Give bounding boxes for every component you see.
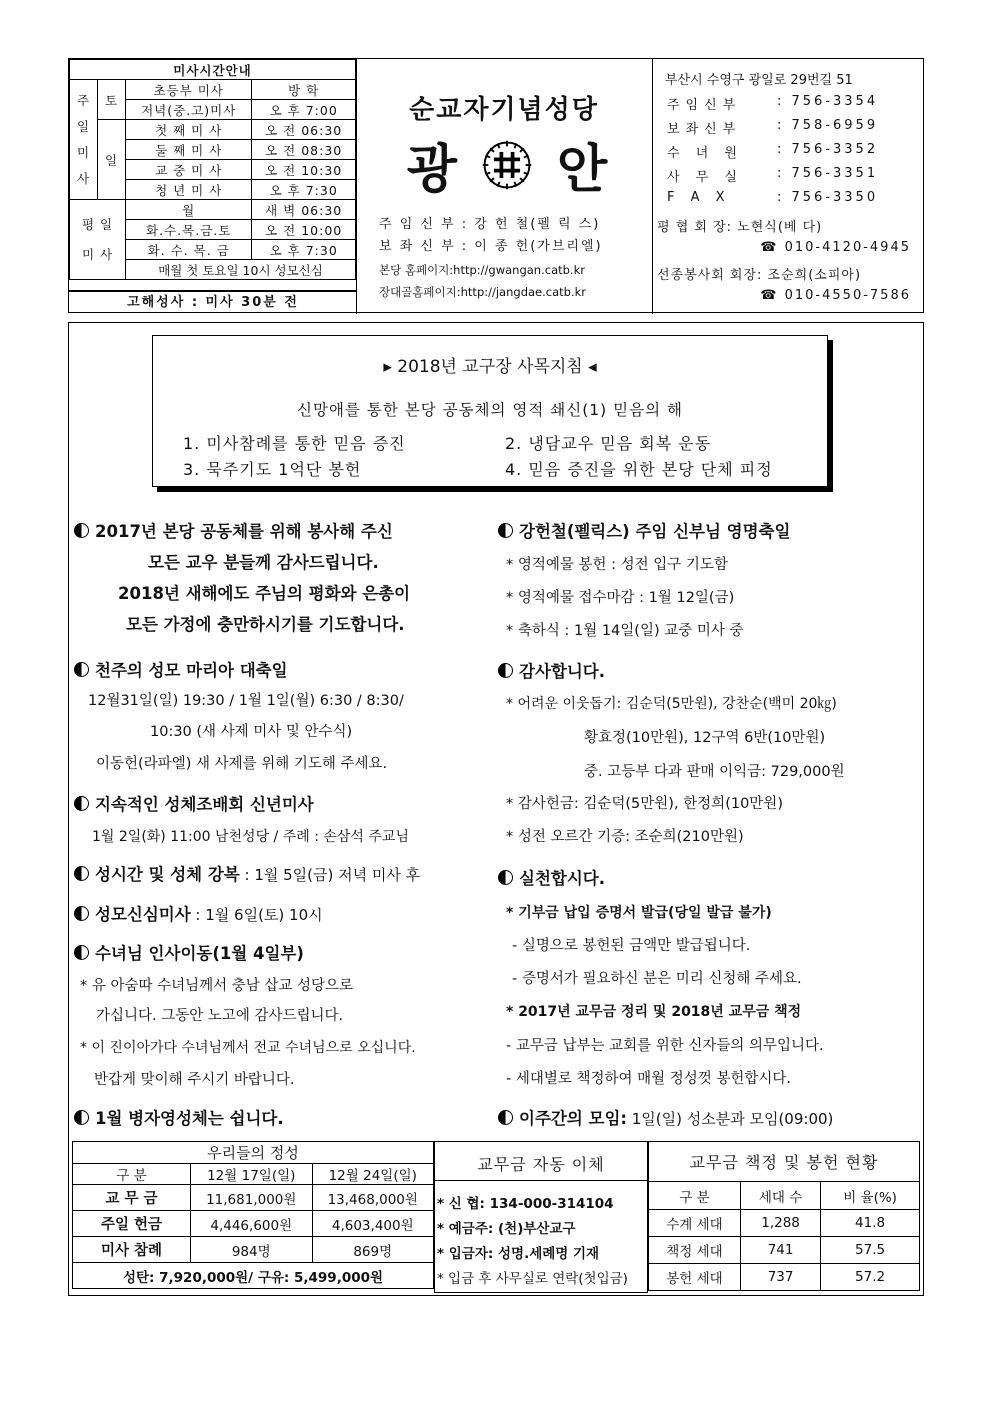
mass-schedule-title: 미사시간안내	[70, 60, 356, 80]
bullet-icon	[74, 796, 89, 811]
mass-name: 청 년 미 사	[126, 180, 252, 200]
policy-item: 2. 냉담교우 믿음 회복 운동	[505, 434, 712, 453]
pastor-line: 주 임 신 부 : 강 헌 철(펠 릭 스)	[379, 217, 601, 232]
bullet-icon	[74, 906, 89, 921]
mary-feast-title: 천주의 성모 마리아 대축일	[74, 657, 288, 681]
thanks-notice-line: 2018년 새해에도 주님의 평화와 은총이	[118, 584, 411, 603]
mass-name: 저녁(중.고)미사	[126, 100, 252, 120]
policy-item: 1. 미사참례를 통한 믿음 증진	[183, 434, 406, 453]
parish-name	[387, 127, 627, 202]
sick-communion-title: 1월 병자영성체는 쉽니다.	[74, 1105, 284, 1129]
tithe-status-title: 교무금 책정 및 봉헌 현황	[649, 1142, 920, 1182]
table-header: 비 율(%)	[821, 1182, 920, 1210]
phone-label: 보좌신부	[667, 122, 742, 137]
marian-mass-title: 성모신심미사 : 1월 6일(토) 10시	[74, 901, 323, 925]
table-row: 수계 세대 1,288 41.8	[649, 1210, 920, 1237]
phone-row	[667, 190, 917, 205]
donation-line: 중. 고등부 다과 판매 이익금: 729,000원	[584, 764, 845, 780]
saturday-label: 토	[98, 80, 126, 120]
feast-line: * 영적예물 봉헌 : 성전 입구 기도함	[506, 557, 728, 573]
policy-subtitle: 신망애를 통한 본당 공동체의 영적 쇄신(1) 믿음의 해	[297, 401, 683, 419]
table-row: 교 무 금 11,681,000원 13,468,000원	[73, 1185, 434, 1211]
mass-name: 월	[126, 200, 252, 220]
tithe-line: - 교무금 납부는 교회를 위한 신자들의 의무입니다.	[506, 1038, 824, 1054]
phone-number: : 758-6959	[777, 118, 879, 133]
phone-label: 수 녀 원	[667, 146, 743, 161]
weekday-mass-label: 평 일 미 사	[70, 200, 126, 280]
adoration-title: 지속적인 성체조배회 신년미사	[74, 791, 314, 815]
phone-row	[667, 166, 917, 185]
donation-line: * 감사헌금: 김순덕(5만원), 한정희(10만원)	[506, 796, 783, 812]
receipt-line: - 실명으로 봉헌된 금액만 발급됩니다.	[512, 938, 751, 954]
offerings-footer: 성탄: 7,920,000원/ 구유: 5,499,000원	[73, 1263, 434, 1289]
parish-emblem-icon	[479, 137, 535, 193]
church-masthead	[357, 59, 653, 314]
table-header: 구 분	[649, 1182, 741, 1210]
clergy-list	[379, 214, 603, 258]
bullet-icon	[498, 870, 513, 885]
holy-hour-title: 성시간 및 성체 강복 : 1월 5일(금) 저녁 미사 후	[74, 861, 420, 885]
auto-transfer-box	[434, 1141, 648, 1293]
pastoral-policy-box	[152, 335, 828, 487]
sisters-transfer-title: 수녀님 인사이동(1월 4일부)	[74, 940, 304, 964]
council-phone: ☎ 010-4120-4945	[760, 240, 911, 255]
table-row: 책정 세대 741 57.5	[649, 1237, 920, 1264]
receipt-line: - 증명서가 필요하신 분은 미리 신청해 주세요.	[512, 971, 802, 987]
mass-time: 오 전 10:30	[252, 160, 356, 180]
practice-title: 실천합시다.	[498, 865, 605, 889]
mass-name: 첫 째 미 사	[126, 120, 252, 140]
volunteer-phone: ☎ 010-4550-7586	[760, 288, 911, 303]
church-name: 순교자기념성당	[409, 95, 599, 125]
tithe-status-table	[648, 1141, 920, 1291]
table-header: 12월 17일(일)	[191, 1164, 313, 1185]
volunteer-president: 선종봉사회 회장: 조순희(소피아)	[657, 268, 862, 283]
sunday-label: 일	[98, 120, 126, 200]
adoration-line: 1월 2일(화) 11:00 남천성당 / 주례 : 손삼석 주교님	[92, 829, 409, 845]
auto-transfer-line: * 입금자: 성명.세례명 기재	[437, 1246, 600, 1262]
mary-feast-line: 12월31일(일) 19:30 / 1월 1일(월) 6:30 / 8:30/	[88, 693, 404, 709]
auto-transfer-title: 교무금 자동 이체	[477, 1155, 605, 1174]
bullet-icon	[498, 1110, 513, 1125]
mass-time: 새 벽 06:30	[252, 200, 356, 220]
policy-item: 4. 믿음 증진을 위한 본당 단체 피정	[505, 460, 773, 479]
policy-item: 3. 묵주기도 1억단 봉헌	[183, 460, 362, 479]
phone-row	[667, 142, 917, 161]
confession-notice: 고해성사 : 미사 30분 전	[69, 290, 357, 314]
mass-time: 오 후 7:30	[252, 240, 356, 260]
feast-day-title: 강헌철(펠릭스) 주임 신부님 영명축일	[498, 518, 790, 542]
tithe-line: - 세대별로 책정하여 매월 정성껏 봉헌합시다.	[506, 1071, 792, 1087]
phone-row	[667, 118, 917, 137]
mass-time: 방 학	[252, 80, 356, 100]
phone-label: 사 무 실	[667, 170, 743, 185]
sisters-line: 가십니다. 그동안 노고에 감사드립니다.	[96, 1008, 344, 1024]
sisters-line: 반갑게 맞이해 주시기 바랍니다.	[94, 1072, 295, 1088]
council-president: 평 협 회 장: 노현식(베 다)	[657, 220, 823, 235]
table-row: 봉헌 세대 737 57.2	[649, 1264, 920, 1291]
bullet-icon	[74, 523, 89, 538]
offerings-table	[72, 1141, 434, 1289]
mass-time: 오 전 06:30	[252, 120, 356, 140]
thanks-notice-line: 모든 가정에 충만하시기를 기도합니다.	[126, 615, 405, 634]
mass-name: 화.수.목.금.토	[126, 220, 252, 240]
bullet-icon	[498, 523, 513, 538]
phone-row	[667, 94, 917, 113]
bullet-icon	[74, 1110, 89, 1125]
parish-name-left: 광	[406, 140, 457, 200]
auto-transfer-line: * 예금주: (천)부산교구	[437, 1221, 576, 1237]
first-saturday-mass: 매월 첫 토요일 10시 성모신심	[126, 260, 356, 280]
donation-line: 황효정(10만원), 12구역 6반(10만원)	[584, 730, 826, 746]
contact-info	[653, 59, 925, 314]
table-row: 주일 헌금 4,446,600원 4,603,400원	[73, 1211, 434, 1237]
bullet-icon	[74, 662, 89, 677]
table-row: 미사 참례 984명 869명	[73, 1237, 434, 1263]
church-address: 부산시 수영구 광일로 29번길 51	[665, 73, 853, 88]
homepage-link[interactable]: 본당 홈페이지:http://gwangan.catb.kr	[379, 263, 585, 277]
parish-name-right: 안	[557, 140, 608, 200]
table-header: 세대 수	[741, 1182, 821, 1210]
receipt-notice: * 기부금 납입 증명서 발급(당일 발급 불가)	[506, 905, 772, 921]
phone-label: 주임신부	[667, 98, 742, 113]
mass-name: 둘 째 미 사	[126, 140, 252, 160]
table-header: 12월 24일(일)	[312, 1164, 434, 1185]
phone-number: : 756-3354	[777, 94, 879, 109]
jangdae-link[interactable]: 장대골홈페이지:http://jangdae.catb.kr	[379, 285, 586, 299]
meeting-title: 이주간의 모임: 1일(일) 성소분과 모임(09:00)	[498, 1105, 833, 1129]
phone-label: F A X	[667, 190, 731, 205]
sisters-line: * 유 아숨따 수녀님께서 충남 삽교 성당으로	[80, 978, 354, 994]
table-header: 구 분	[73, 1164, 191, 1185]
policy-title: ▸ 2018년 교구장 사목지침 ◂	[383, 357, 597, 377]
mary-feast-line: 이동헌(라파엘) 새 사제를 위해 기도해 주세요.	[96, 756, 388, 772]
mass-name: 교 중 미 사	[126, 160, 252, 180]
phone-number: : 756-3352	[777, 142, 879, 157]
donation-line: * 성전 오르간 기증: 조순희(210만원)	[506, 829, 744, 845]
mass-time: 오 후 7:30	[252, 180, 356, 200]
sunday-mass-label: 주 일 미 사	[70, 80, 98, 200]
mass-name: 초등부 미사	[126, 80, 252, 100]
phone-number: : 756-3350	[777, 190, 879, 205]
auto-transfer-line: * 입금 후 사무실로 연락(첫입금)	[437, 1271, 628, 1287]
mass-name: 화. 수. 목. 금	[126, 240, 252, 260]
thanks-notice-line: 모든 교우 분들께 감사드립니다.	[148, 553, 379, 572]
offerings-title: 우리들의 정성	[73, 1142, 434, 1164]
thanks-notice-line: 2017년 본당 공동체를 위해 봉사해 주신	[74, 518, 393, 542]
thanks-title: 감사합니다.	[498, 658, 605, 682]
mass-time: 오 전 08:30	[252, 140, 356, 160]
mass-time: 오 후 7:00	[252, 100, 356, 120]
tithe-notice: * 2017년 교무금 정리 및 2018년 교무금 책정	[506, 1004, 802, 1020]
mass-time: 오 전 10:00	[252, 220, 356, 240]
bullet-icon	[74, 945, 89, 960]
auto-transfer-line: * 신 협: 134-000-314104	[437, 1196, 614, 1212]
header-box	[68, 58, 924, 313]
bullet-icon	[74, 866, 89, 881]
sisters-line: * 이 진이아가다 수녀님께서 전교 수녀님으로 오십니다.	[80, 1040, 416, 1056]
phone-number: : 756-3351	[777, 166, 879, 181]
feast-line: * 축하식 : 1월 14일(일) 교중 미사 중	[506, 623, 744, 639]
mass-schedule	[69, 59, 357, 314]
assistant-line: 보 좌 신 부 : 이 종 헌(가브리엘)	[379, 239, 603, 254]
mary-feast-line: 10:30 (새 사제 미사 및 안수식)	[150, 724, 353, 740]
website-list	[379, 259, 586, 303]
feast-line: * 영적예물 접수마감 : 1월 12일(금)	[506, 590, 735, 606]
donation-line: * 어려운 이웃돕기: 김순덕(5만원), 강찬순(백미 20㎏)	[506, 696, 837, 712]
bullet-icon	[498, 663, 513, 678]
